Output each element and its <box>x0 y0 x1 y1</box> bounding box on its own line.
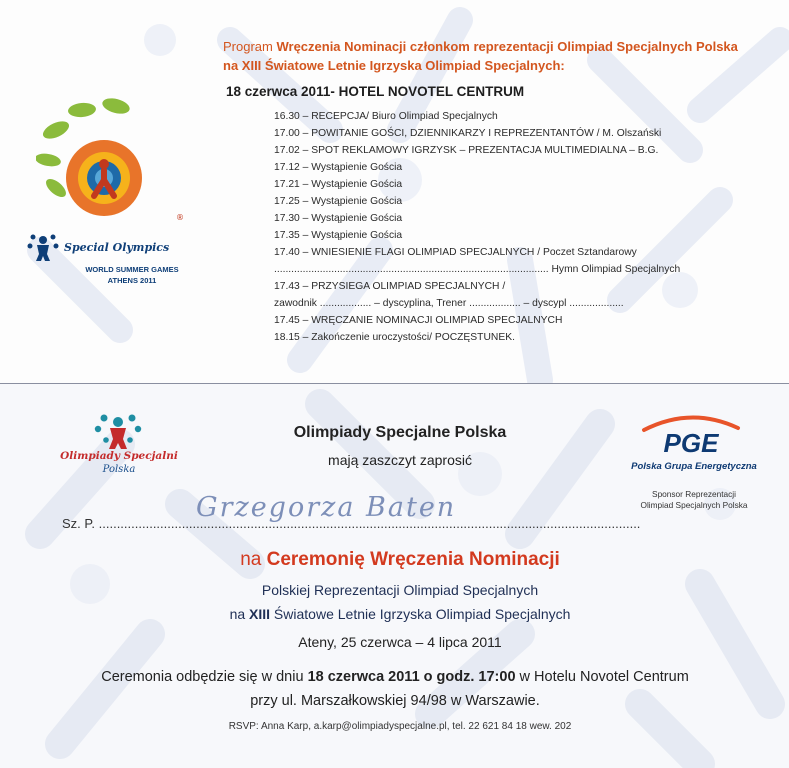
schedule-list <box>274 108 680 346</box>
ceremony-datetime-a: Ceremonia odbędzie się w dniu <box>101 669 308 685</box>
games-line-number: XIII <box>249 606 271 622</box>
schedule-item: 17.02 – SPOT REKLAMOWY IGRZYSK – PREZENTACJA MULTIMEDIALNA – B.G. <box>274 145 659 156</box>
ceremony-title <box>150 549 650 571</box>
pge-logo-icon <box>636 412 746 456</box>
special-olympics-logo <box>26 232 169 262</box>
games-subtitle-line1: WORLD SUMMER GAMES <box>85 265 179 274</box>
sponsor-label-line1: Sponsor Reprezentacji <box>652 489 736 499</box>
sponsor-name: Polska Grupa Energetyczna <box>631 461 757 472</box>
games-line-rest: Światowe Letnie Igrzyska Olimpiad Specjalnych <box>270 606 571 622</box>
delegation-line: Polskiej Reprezentacji Olimpiad Specjalnych <box>261 582 539 598</box>
schedule-item: 17.12 – Wystąpienie Gościa <box>274 162 403 173</box>
osp-brand-country: Polska <box>102 464 136 475</box>
program-heading-bold: Wręczenia Nominacji członkom reprezentacji Olimpiad Specjalnych Polska <box>276 39 738 54</box>
addressee-dotted-line: ...................................................................................................................................................... <box>98 516 641 531</box>
games-dates: Ateny, 25 czerwca – 4 lipca 2011 <box>298 634 502 650</box>
games-line <box>150 606 650 622</box>
schedule-item: 18.15 – Zakończenie uroczystości/ POCZĘSTUNEK. <box>274 332 515 343</box>
registered-mark: ® <box>176 213 184 222</box>
program-date-line: 18 czerwca 2011- HOTEL NOVOTEL CENTRUM <box>226 84 525 99</box>
program-heading <box>223 37 783 75</box>
ceremony-datetime <box>20 669 770 685</box>
schedule-item: 17.30 – Wystąpienie Gościa <box>274 213 403 224</box>
addressee-prefix: Sz. P. <box>62 516 96 531</box>
schedule-item: 17.21 – Wystąpienie Gościa <box>274 179 403 190</box>
schedule-item: 17.40 – WNIESIENIE FLAGI OLIMPIAD SPECJALNYCH / Poczet Sztandarowy <box>274 247 637 258</box>
handwritten-guest-name: Grzegorza Baten <box>196 492 457 523</box>
program-heading-line2: na XIII Światowe Letnie Igrzyska Olimpiad Specjalnych: <box>223 58 565 73</box>
ceremony-name: Ceremonię Wręczenia Nominacji <box>266 549 560 570</box>
invite-text: mają zaszczyt zaprosić <box>328 452 472 468</box>
program-heading-prefix: Program <box>223 39 277 54</box>
sponsor-label-line2: Olimpiad Specjalnych Polska <box>640 500 748 510</box>
special-olympics-brand: Special Olympics <box>64 240 170 254</box>
ceremony-datetime-c: w Hotelu Novotel Centrum <box>515 669 689 685</box>
special-olympics-figure-icon <box>26 232 60 262</box>
schedule-item: 17.00 – POWITANIE GOŚCI, DZIENNIKARZY I REPREZENTANTÓW / M. Olszański <box>274 128 662 139</box>
olimpiady-specjalne-logo-icon <box>92 410 144 450</box>
athens-games-emblem-icon <box>36 96 196 231</box>
pge-logo-text: PGE <box>663 428 719 456</box>
organization-name: Olimpiady Specjalne Polska <box>293 424 507 441</box>
schedule-item: ................................................................................................ Hymn Olimpiad Specjalnych <box>274 264 681 275</box>
ceremony-datetime-bold: 18 czerwca 2011 o godz. 17:00 <box>307 669 516 685</box>
schedule-item: 17.25 – Wystąpienie Gościa <box>274 196 403 207</box>
ceremony-prefix: na <box>240 549 267 570</box>
games-subtitle-line2: ATHENS 2011 <box>107 276 157 285</box>
schedule-item: 17.45 – WRĘCZANIE NOMINACJI OLIMPIAD SPECJALNYCH <box>274 315 563 326</box>
games-line-prefix: na <box>229 606 250 622</box>
special-olympics-subtitle <box>52 264 212 286</box>
schedule-item: 17.43 – PRZYSIEGA OLIMPIAD SPECJALNYCH / <box>274 281 506 292</box>
venue-address: przy ul. Marszałkowskiej 94/98 w Warszawie. <box>250 693 540 709</box>
osp-brand-name: Olimpiady Specjalni <box>60 450 178 462</box>
rsvp-contact: RSVP: Anna Karp, a.karp@olimpiadyspecjalne.pl, tel. 22 621 84 18 wew. 202 <box>228 721 572 732</box>
schedule-item: zawodnik .................. – dyscyplina, Trener .................. – dyscypl ................... <box>274 298 624 309</box>
sponsor-label <box>604 489 784 511</box>
schedule-item: 17.35 – Wystąpienie Gościa <box>274 230 403 241</box>
schedule-item: 16.30 – RECEPCJA/ Biuro Olimpiad Specjalnych <box>274 111 498 122</box>
